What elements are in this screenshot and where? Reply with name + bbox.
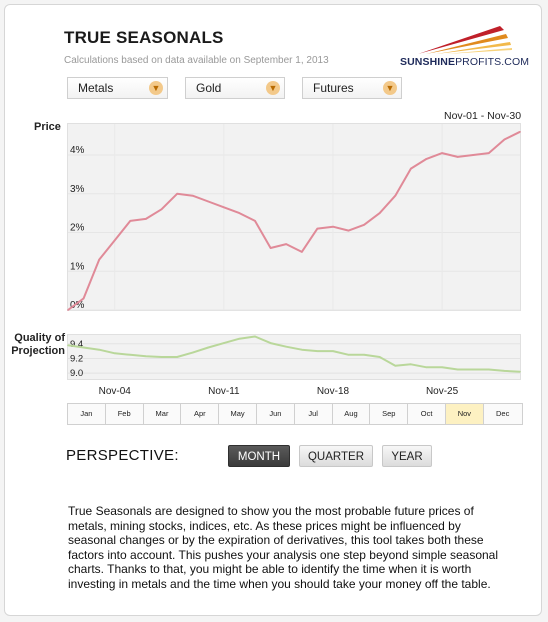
quality-point [410,364,412,366]
quality-axis-label: Quality of Projection [11,332,65,357]
quality-point [504,370,506,372]
quality-point [254,336,256,338]
price-point [254,220,256,222]
price-point [317,228,319,230]
price-axis-label: Price [34,121,61,133]
x-tick-label: Nov-04 [98,386,131,397]
month-tab-jun[interactable]: Jun [257,404,295,424]
x-tick-label: Nov-25 [425,386,459,397]
month-tab-jan[interactable]: Jan [68,404,106,424]
asset-select-value: Gold [196,81,222,95]
price-point [441,152,443,154]
month-tab-feb[interactable]: Feb [106,404,144,424]
price-series-line [68,132,520,310]
quality-point [488,369,490,371]
month-selector [67,403,523,425]
quality-point [332,350,334,352]
quality-point [161,356,163,358]
price-point [301,251,303,253]
price-point [83,298,85,300]
price-point [395,195,397,197]
quality-point [98,349,100,351]
quality-point [363,354,365,356]
price-point [207,201,209,203]
chevron-down-icon: ▼ [149,81,163,95]
chevron-down-icon: ▼ [266,81,280,95]
price-point [363,224,365,226]
price-point [457,156,459,158]
x-tick-label: Nov-18 [316,386,350,397]
quality-point [176,356,178,358]
price-point [67,309,69,311]
price-point [379,212,381,214]
description-text: True Seasonals are designed to show you the most probable future prices of metals, mining stocks, indices, etc. As these prices might be influenced by seasonal changes or by the expiration of derivatives, this tool takes both these factors into account. This pushes your analysis one step beyond simple seasonal charts. Thanks to that, you might be able to identify the time when it is worth investing in metals and the time when you should take your money off the table. [68,504,499,591]
quality-tick-label: 9.0 [70,368,84,380]
quality-point [441,366,443,368]
quarter-button[interactable]: QUARTER [299,445,373,467]
price-point [192,195,194,197]
month-tab-jul[interactable]: Jul [295,404,333,424]
month-button[interactable]: MONTH [228,445,290,467]
logo-text-profits: PROFITS.COM [455,56,530,68]
price-point [98,259,100,261]
month-tab-may[interactable]: May [219,404,257,424]
quality-point [145,355,147,357]
price-tick-label: 4% [70,145,85,156]
price-point [176,193,178,195]
quality-point [348,354,350,356]
price-point [348,230,350,232]
logo-text-sunshine: SUNSHINE [400,56,456,68]
price-point [130,220,132,222]
price-point [410,168,412,170]
month-tab-dec[interactable]: Dec [484,404,522,424]
price-point [488,152,490,154]
category-select-value: Metals [78,81,114,95]
date-range-label: Nov-01 - Nov-30 [444,110,522,122]
chevron-down-icon: ▼ [383,81,397,95]
month-tab-nov[interactable]: Nov [446,404,484,424]
price-point [426,158,428,160]
quality-tick-label: 9.2 [70,353,84,365]
quality-point [472,369,474,371]
price-point [223,207,225,209]
quality-point [270,342,272,344]
price-tick-label: 3% [70,183,85,195]
quality-point [67,344,69,346]
month-tab-apr[interactable]: Apr [181,404,219,424]
price-point [239,212,241,214]
quality-point [192,352,194,354]
quality-point [130,354,132,356]
price-point [114,239,116,241]
month-tab-sep[interactable]: Sep [370,404,408,424]
quality-point [285,346,287,348]
quality-point [207,347,209,349]
quality-point [83,347,85,349]
quality-point [457,369,459,371]
quality-point [519,371,521,373]
quality-point [426,366,428,368]
price-point [504,139,506,141]
month-tab-mar[interactable]: Mar [144,404,182,424]
month-tab-aug[interactable]: Aug [333,404,371,424]
quality-point [379,356,381,358]
quality-point [114,353,116,355]
price-tick-label: 0% [70,300,85,311]
price-point [145,218,147,220]
price-point [161,208,163,210]
price-point [332,226,334,228]
price-point [285,243,287,245]
x-tick-label: Nov-11 [208,386,240,397]
quality-point [395,365,397,367]
quality-series-line [68,337,520,372]
data-date-note: Calculations based on data available on September 1, 2013 [64,55,329,66]
price-point [472,154,474,156]
quality-point [239,338,241,340]
price-tick-label: 2% [70,222,85,234]
month-tab-oct[interactable]: Oct [408,404,446,424]
quality-point [301,349,303,351]
year-button[interactable]: YEAR [382,445,432,467]
quality-point [223,342,225,344]
quality-tick-label: 9.4 [70,338,84,350]
perspective-label: PERSPECTIVE: [66,447,179,464]
price-tick-label: 1% [70,261,85,273]
page-title: TRUE SEASONALS [64,28,224,47]
quality-point [317,350,319,352]
instrument-select-value: Futures [313,81,354,95]
price-point [270,247,272,249]
price-point [519,131,521,133]
